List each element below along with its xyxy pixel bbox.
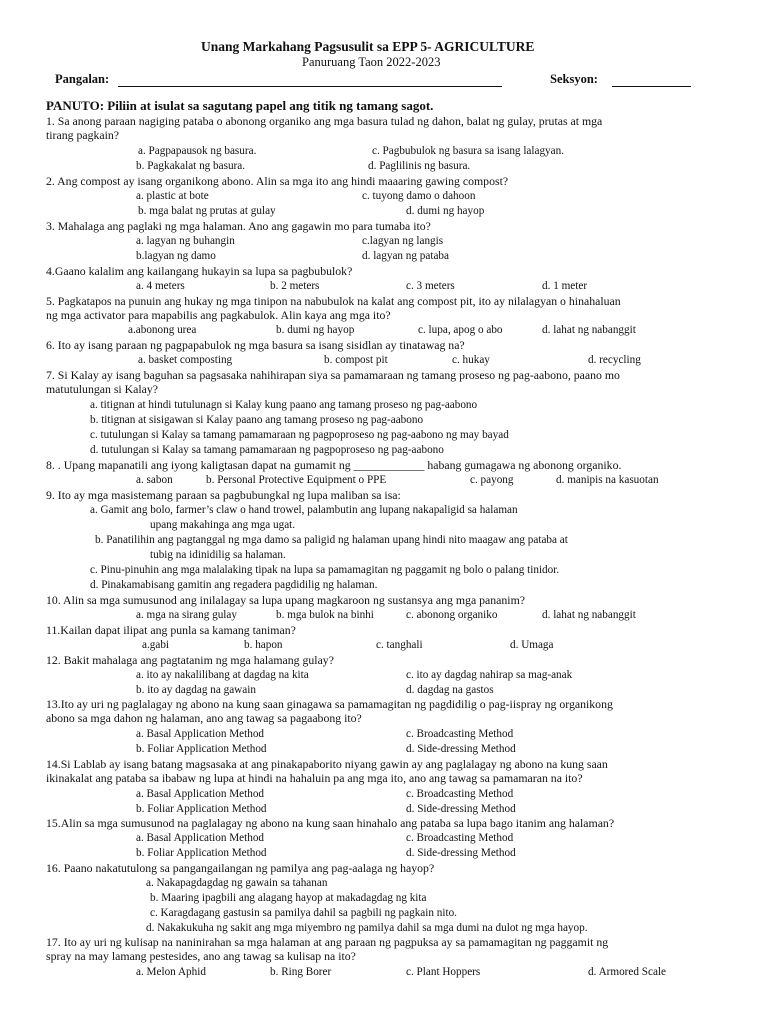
q17-option-c[interactable]: c. Plant Hoppers [406,966,481,978]
q10-option-d[interactable]: d. lahat ng nabanggit [542,609,636,621]
q8-stem: 8. . Upang mapanatili ang iyong kaligtasan dapat na gumamit ng ____________ habang gumagawa ng abonong organiko. [46,458,622,472]
q2-option-a[interactable]: a. plastic at bote [136,190,209,202]
q7-stem-2: matutulungan si Kalay? [46,382,159,396]
q14-option-b[interactable]: b. Foliar Application Method [136,803,267,815]
q12-option-c[interactable]: c. ito ay dagdag nahirap sa mag-anak [406,669,573,681]
q15-stem: 15.Alin sa mga sumusunod na paglalagay ng abono na kung saan hinahalo ang pataba sa lupa bago itanim ang halaman? [46,816,615,830]
q11-option-b[interactable]: b. hapon [244,639,283,651]
q12-stem: 12. Bakit mahalaga ang pagtatanim ng mga halamang gulay? [46,653,334,667]
q11-option-c[interactable]: c. tanghali [376,639,423,651]
q11-stem: 11.Kailan dapat ilipat ang punla sa kamang taniman? [46,623,296,637]
q9-option-a-cont: upang makahinga ang mga ugat. [150,519,296,531]
instructions: PANUTO: Piliin at isulat sa sagutang papel ang titik ng tamang sagot. [46,98,434,113]
q7-option-b[interactable]: b. titignan at sisigawan si Kalay paano ang tamang proseso ng pag-aabono [90,414,424,426]
q12-option-b[interactable]: b. ito ay dagdag na gawain [136,684,256,696]
q17-option-d[interactable]: d. Armored Scale [588,966,666,978]
q2-stem: 2. Ang compost ay isang organikong abono. Alin sa mga ito ang hindi maaaring gawing compost? [46,174,509,188]
q5-option-c[interactable]: c. lupa, apog o abo [418,324,503,336]
q2-option-c[interactable]: c. tuyong damo o dahoon [362,190,476,202]
q13-option-d[interactable]: d. Side-dressing Method [406,743,516,755]
q14-stem-2: ikinakalat ang pataba sa ibabaw ng lupa at hindi na hahaluin pa ang mga ito, ano ang tawag sa pamamaran na ito? [46,771,583,785]
q15-option-c[interactable]: c. Broadcasting Method [406,832,514,844]
q13-option-c[interactable]: c. Broadcasting Method [406,728,514,740]
q7-stem-1: 7. Si Kalay ay isang baguhan sa pagsasaka nahihirapan siya sa pamamaraan ng tamang proseso ng pag-aabono, paano mo [46,368,620,382]
q7-option-d[interactable]: d. tutulungan si Kalay sa tamang pamamaraan ng pagpoproseso ng pag-aabono [90,444,444,456]
q2-option-d[interactable]: d. dumi ng hayop [406,205,485,217]
name-blank-line[interactable] [118,86,502,87]
q6-option-b[interactable]: b. compost pit [324,354,388,366]
q9-stem: 9. Ito ay mga masistemang paraan sa pagbubungkal ng lupa maliban sa isa: [46,488,401,502]
q9-option-b[interactable]: b. Panatilihin ang pagtanggal ng mga damo sa paligid ng halaman upang hindi nito maagaw ang pataba at [95,534,568,546]
q15-option-a[interactable]: a. Basal Application Method [136,832,265,844]
q1-option-d[interactable]: d. Paglilinis ng basura. [368,160,471,172]
q6-stem: 6. Ito ay isang paraan ng pagpapabulok ng mga basura sa isang sisidlan ay tinatawag na? [46,338,465,352]
exam-title: Unang Markahang Pagsusulit sa EPP 5- AGRICULTURE [201,39,535,54]
q8-option-b[interactable]: b. Personal Protective Equipment o PPE [206,474,387,486]
q13-option-a[interactable]: a. Basal Application Method [136,728,265,740]
q14-option-d[interactable]: d. Side-dressing Method [406,803,516,815]
q14-option-a[interactable]: a. Basal Application Method [136,788,265,800]
q14-option-c[interactable]: c. Broadcasting Method [406,788,514,800]
q17-option-b[interactable]: b. Ring Borer [270,966,332,978]
q16-option-b[interactable]: b. Maaring ipagbili ang alagang hayop at makadagdag ng kita [150,892,427,904]
q5-stem-1: 5. Pagkatapos na punuin ang hukay ng mga tinipon na nabubulok na kalat ang compost pit, ito ay nilalagyan o hinahaluan [46,294,621,308]
q13-stem-2: abono sa mga dahon ng halaman, ano ang tawag sa pagaabong ito? [46,711,362,725]
q15-option-b[interactable]: b. Foliar Application Method [136,847,267,859]
section-label: Seksyon: [550,72,598,86]
q1-option-a[interactable]: a. Pagpapausok ng basura. [138,145,257,157]
q16-option-a[interactable]: a. Nakapagdagdag ng gawain sa tahanan [146,877,328,889]
q13-stem-1: 13.Ito ay uri ng paglalagay ng abono na kung saan ginagawa sa pamamagitan ng pagdidilig o pag-iispray ng organikong [46,697,613,711]
q5-option-a[interactable]: a.abonong urea [128,324,197,336]
q10-option-b[interactable]: b. mga bulok na binhi [276,609,374,621]
q11-option-a[interactable]: a.gabi [142,639,170,651]
q9-option-b-cont: tubig na idinidilig sa halaman. [150,549,286,561]
q7-option-c[interactable]: c. tutulungan si Kalay sa tamang pamamaraan ng pagpoproseso ng pag-aabono ng may bayad [90,429,509,441]
q8-option-c[interactable]: c. payong [470,474,514,486]
q3-option-a[interactable]: a. lagyan ng buhangin [136,235,235,247]
q9-option-c[interactable]: c. Pinu-pinuhin ang mga malalaking tipak na lupa sa pamamagitan ng paggamit ng bolo o palang tinidor. [90,564,560,576]
q1-option-b[interactable]: b. Pagkakalat ng basura. [136,160,246,172]
q17-option-a[interactable]: a. Melon Aphid [136,966,206,978]
name-label: Pangalan: [55,72,110,86]
section-blank-line[interactable] [612,86,691,87]
q14-stem-1: 14.Si Lablab ay isang batang magsasaka at ang pinakapaborito niyang gawin ay ang paglalagay ng abono na kung saan [46,757,608,771]
q9-option-a[interactable]: a. Gamit ang bolo, farmer’s claw o hand trowel, palambutin ang lupang nakapaligid sa halaman [90,504,518,516]
q2-option-b[interactable]: b. mga balat ng prutas at gulay [138,205,276,217]
q8-option-d[interactable]: d. manipis na kasuotan [556,474,659,486]
q12-option-a[interactable]: a. ito ay nakalilibang at dagdag na kita [136,669,309,681]
q3-option-c[interactable]: c.lagyan ng langis [362,235,444,247]
q3-stem: 3. Mahalaga ang paglaki ng mga halaman. Ano ang gagawin mo para tumaba ito? [46,219,431,233]
q10-stem: 10. Alin sa mga sumusunod ang inilalagay sa lupa upang magkaroon ng sustansya ang mga pananim? [46,593,525,607]
q5-stem-2: ng mga activator para mapabilis ang pagkabulok. Alin kaya ang mga ito? [46,308,391,322]
q4-stem: 4.Gaano kalalim ang kailangang hukayin sa lupa sa pagbubulok? [46,264,353,278]
q5-option-d[interactable]: d. lahat ng nabanggit [542,324,636,336]
q15-option-d[interactable]: d. Side-dressing Method [406,847,516,859]
q1-option-c[interactable]: c. Pagbubulok ng basura sa isang lalagyan. [372,145,565,157]
q11-option-d[interactable]: d. Umaga [510,639,554,651]
q6-option-d[interactable]: d. recycling [588,354,641,366]
q10-option-a[interactable]: a. mga na sirang gulay [136,609,237,621]
q3-option-b[interactable]: b.lagyan ng damo [136,250,216,262]
q4-option-a[interactable]: a. 4 meters [136,280,185,292]
q17-stem-2: spray na may lamang pestesides, ano ang tawag sa kulisap na ito? [46,949,356,963]
q3-option-d[interactable]: d. lagyan ng pataba [362,250,449,262]
q9-option-d[interactable]: d. Pinakamabisang gamitin ang regadera pagdidilig ng halaman. [90,579,378,591]
school-year: Panuruang Taon 2022-2023 [302,55,441,69]
q13-option-b[interactable]: b. Foliar Application Method [136,743,267,755]
q7-option-a[interactable]: a. titignan at hindi tutulunagn si Kalay kung paano ang tamang proseso ng pag-aabono [90,399,478,411]
q1-stem-1: 1. Sa anong paraan nagiging pataba o abonong organiko ang mga basura tulad ng dahon, balat ng gulay, prutas at mga [46,114,603,128]
q16-option-c[interactable]: c. Karagdagang gastusin sa pamilya dahil sa pagbili ng pagkain nito. [150,907,457,919]
q1-stem-2: tirang pagkain? [46,128,120,142]
q4-option-d[interactable]: d. 1 meter [542,280,588,292]
q6-option-a[interactable]: a. basket composting [138,354,233,366]
q17-stem-1: 17. Ito ay uri ng kulisap na naninirahan sa mga halaman at ang paraan ng pagpuksa ay sa pamamagitan ng paggamit ng [46,935,609,949]
q10-option-c[interactable]: c. abonong organiko [406,609,498,621]
q4-option-c[interactable]: c. 3 meters [406,280,455,292]
q16-option-d[interactable]: d. Nakakukuha ng sakit ang mga miyembro ng pamilya dahil sa mga dumi na dulot ng mga hayop. [146,922,588,934]
q5-option-b[interactable]: b. dumi ng hayop [276,324,355,336]
q12-option-d[interactable]: d. dagdag na gastos [406,684,494,696]
q6-option-c[interactable]: c. hukay [452,354,490,366]
q16-stem: 16. Paano nakatutulong sa pangangailangan ng pamilya ang pag-aalaga ng hayop? [46,861,435,875]
q8-option-a[interactable]: a. sabon [136,474,173,486]
q4-option-b[interactable]: b. 2 meters [270,280,320,292]
